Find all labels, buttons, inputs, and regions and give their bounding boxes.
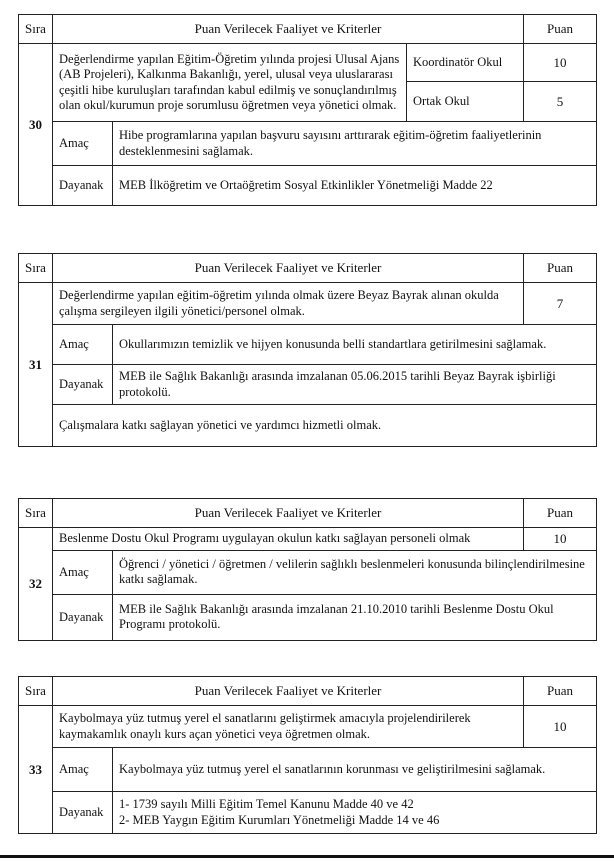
table-header [19, 677, 597, 706]
criterion-text: Değerlendirme yapılan eğitim-öğretim yılında olmak üzere Beyaz Bayrak alınan okulda çalışma sergileyen ilgili yönetici/personel olmak. [53, 283, 524, 325]
amac-label: Amaç [53, 748, 113, 792]
row-number: 33 [19, 706, 53, 834]
amac-text: Okullarımızın temizlik ve hijyen konusunda belli standartlara getirilmesini sağlamak. [113, 325, 597, 365]
puan-header: Puan [524, 15, 597, 44]
criteria-header: Puan Verilecek Faaliyet ve Kriterler [53, 499, 524, 528]
amac-text: Öğrenci / yönetici / öğretmen / velilerin sağlıklı beslenmeleri konusunda bilinçlendirilmesine katkı sağlamak. [113, 550, 597, 594]
criteria-header: Puan Verilecek Faaliyet ve Kriterler [53, 677, 524, 706]
criteria-table-33 [18, 676, 597, 834]
role-points: 5 [524, 82, 597, 122]
criteria-header: Puan Verilecek Faaliyet ve Kriterler [53, 15, 524, 44]
row-number: 31 [19, 283, 53, 447]
criteria-table-32 [18, 498, 597, 641]
puan-header: Puan [524, 254, 597, 283]
table-header [19, 499, 597, 528]
dayanak-text [113, 792, 597, 834]
criterion-text: Beslenme Dostu Okul Programı uygulayan okulun katkı sağlayan personeli olmak [53, 528, 524, 551]
criteria-table-31 [18, 253, 597, 447]
amac-label: Amaç [53, 325, 113, 365]
row-number: 32 [19, 528, 53, 641]
puan-header: Puan [524, 499, 597, 528]
role-label: Koordinatör Okul [407, 44, 524, 82]
note-text: Çalışmalara katkı sağlayan yönetici ve yardımcı hizmetli olmak. [53, 405, 597, 447]
sira-header: Sıra [19, 15, 53, 44]
amac-text: Kaybolmaya yüz tutmuş yerel el sanatlarının korunması ve geliştirilmesini sağlamak. [113, 748, 597, 792]
page-bottom-rule [0, 855, 614, 858]
dayanak-label: Dayanak [53, 365, 113, 405]
dayanak-label: Dayanak [53, 792, 113, 834]
dayanak-label: Dayanak [53, 166, 113, 206]
dayanak-text: MEB İlköğretim ve Ortaöğretim Sosyal Etkinlikler Yönetmeliği Madde 22 [113, 166, 597, 206]
table-header [19, 254, 597, 283]
table-header [19, 15, 597, 44]
points-value: 10 [524, 706, 597, 748]
criterion-text: Değerlendirme yapılan Eğitim-Öğretim yılında projesi Ulusal Ajans (AB Projeleri), Kalkınma Bakanlığı, yerel, ulusal veya uluslararası çeşitli hibe kuruluşları tarafından kabul edilmiş ve sonuçlandırılmış olan okul/kurumun proje sorumlusu öğretmen veya yönetici olmak. [53, 44, 407, 122]
sira-header: Sıra [19, 254, 53, 283]
dayanak-text: MEB ile Sağlık Bakanlığı arasında imzalanan 21.10.2010 tarihli Beslenme Dostu Okul Programı protokolü. [113, 594, 597, 640]
role-points: 10 [524, 44, 597, 82]
amac-label: Amaç [53, 122, 113, 166]
row-number: 30 [19, 44, 53, 206]
dayanak-text: MEB ile Sağlık Bakanlığı arasında imzalanan 05.06.2015 tarihli Beyaz Bayrak işbirliği protokolü. [113, 365, 597, 405]
puan-header: Puan [524, 677, 597, 706]
dayanak-label: Dayanak [53, 594, 113, 640]
criterion-text: Kaybolmaya yüz tutmuş yerel el sanatlarını geliştirmek amacıyla projelendirilerek kaymakamlık onaylı kurs açan yönetici veya öğretmen olmak. [53, 706, 524, 748]
sira-header: Sıra [19, 499, 53, 528]
criteria-table-30 [18, 14, 597, 206]
sira-header: Sıra [19, 677, 53, 706]
points-value: 7 [524, 283, 597, 325]
role-label: Ortak Okul [407, 82, 524, 122]
amac-text: Hibe programlarına yapılan başvuru sayısını arttırarak eğitim-öğretim faaliyetlerinin desteklenmesini sağlamak. [113, 122, 597, 166]
dayanak-line: 2- MEB Yaygın Eğitim Kurumları Yönetmeliği Madde 14 ve 46 [119, 812, 440, 827]
criteria-header: Puan Verilecek Faaliyet ve Kriterler [53, 254, 524, 283]
points-value: 10 [524, 528, 597, 551]
dayanak-line: 1- 1739 sayılı Milli Eğitim Temel Kanunu Madde 40 ve 42 [119, 797, 414, 812]
amac-label: Amaç [53, 550, 113, 594]
